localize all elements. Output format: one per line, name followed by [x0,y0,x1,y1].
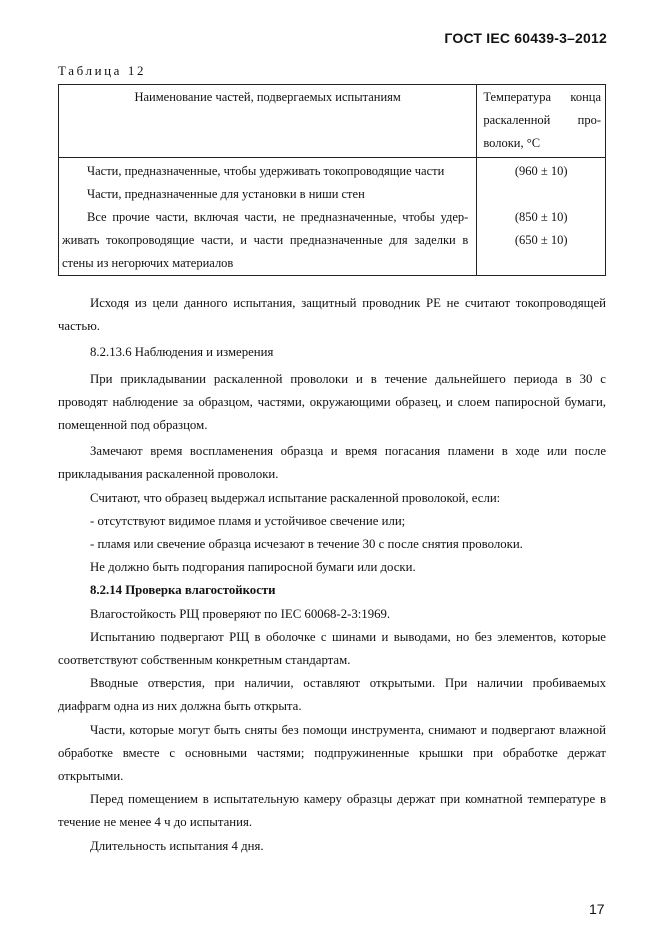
document-header: ГОСТ IEC 60439-3–2012 [444,30,607,46]
paragraph: Перед помещением в испытательную камеру образцы держат при комнатной температуре в течение не менее 4 ч до испытания. [58,792,606,830]
table-header-row [59,85,606,158]
list-item: - отсутствуют видимое пламя и устойчивое свечение или; [90,513,406,528]
paragraph: Считают, что образец выдержал испытание раскаленной проволокой, если: [90,490,501,505]
table-parts-cell [59,158,477,276]
section-heading-8-2-13-6: 8.2.13.6 Наблюдения и измерения [90,345,274,360]
table-header-temperature: Температура конца раскаленной про-волоки, °С [477,85,606,158]
table-value: (960 ± 10) [514,164,568,178]
page-number: 17 [589,901,605,917]
table-row-text: живать токопроводящие части, и части предназначенные для заделки в [62,233,469,247]
table-row-text: Все прочие части, включая части, не предназначенные, чтобы удер- [87,210,469,224]
table-header-parts: Наименование частей, подвергаемых испытаниям [59,85,477,158]
table-caption: Таблица 12 [58,63,147,78]
paragraph: Исходя из цели данного испытания, защитный проводник PE не считают токопроводящей частью. [58,296,606,334]
table-row-text: Части, предназначенные для установки в ниши стен [87,187,365,201]
paragraph: При прикладывании раскаленной проволоки и в течение дальнейшего периода в 30 с проводят наблюдение за образцом, частями, окружающими образец, и слоем папиросной бумаги, помещенной под образцом. [58,371,606,433]
table-values-cell [477,158,606,276]
paragraph: Испытанию подвергают РЩ в оболочке с шинами и выводами, но без элементов, которые соответствуют собственным конкретным стандартам. [58,629,606,668]
table-12 [58,84,606,276]
table-value: (650 ± 10) [514,233,568,247]
paragraph: Длительность испытания 4 дня. [90,838,264,853]
paragraph: Не должно быть подгорания папиросной бумаги или доски. [90,560,416,575]
paragraph: Части, которые могут быть сняты без помощи инструмента, снимают и подвергают влажной обработке вместе с основными частями; подпружиненные крышки при обработке держат открытыми. [58,722,606,784]
table-row-text: стены из негорючих материалов [62,256,234,270]
table-body-row [59,158,606,276]
table-row-text: Части, предназначенные, чтобы удерживать токопроводящие части [87,164,445,178]
table-value: (850 ± 10) [514,210,568,224]
section-heading-8-2-14: 8.2.14 Проверка влагостойкости [90,583,276,598]
document-body [58,292,606,858]
paragraph: Влагостойкость РЩ проверяют по IEC 60068-2-3:1969. [90,606,391,621]
list-item: - пламя или свечение образца исчезают в течение 30 с после снятия проволоки. [90,537,523,552]
paragraph: Замечают время воспламенения образца и время погасания пламени в ходе или после прикладывания раскаленной проволоки. [58,444,606,482]
paragraph: Вводные отверстия, при наличии, оставляют открытыми. При наличии пробиваемых диафрагм одна из них должна быть открыта. [58,676,606,714]
